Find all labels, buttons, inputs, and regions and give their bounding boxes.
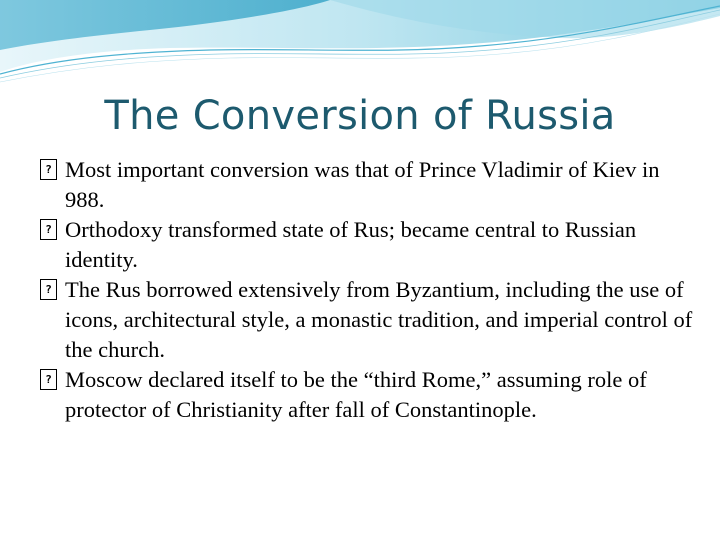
- bullet-item: [40, 365, 700, 425]
- missing-glyph-box-icon: [40, 279, 57, 300]
- bullet-text: Orthodoxy transformed state of Rus; became central to Russian identity.: [65, 217, 637, 272]
- missing-glyph-box-icon: [40, 219, 57, 240]
- missing-glyph-box-icon: [40, 369, 57, 390]
- bullet-item: [40, 155, 700, 215]
- header-wave-decoration: [0, 0, 720, 90]
- bullet-item: [40, 275, 700, 365]
- bullet-list: [40, 155, 700, 425]
- bullet-text: The Rus borrowed extensively from Byzantium, including the use of icons, architectural style, a monastic tradition, and imperial control of the church.: [65, 277, 693, 362]
- missing-glyph-box-icon: [40, 159, 57, 180]
- slide-title: The Conversion of Russia: [104, 93, 616, 139]
- bullet-item: [40, 215, 700, 275]
- bullet-text: Moscow declared itself to be the “third Rome,” assuming role of protector of Christianity after fall of Constantinople.: [65, 367, 647, 422]
- bullet-text: Most important conversion was that of Prince Vladimir of Kiev in 988.: [65, 157, 660, 212]
